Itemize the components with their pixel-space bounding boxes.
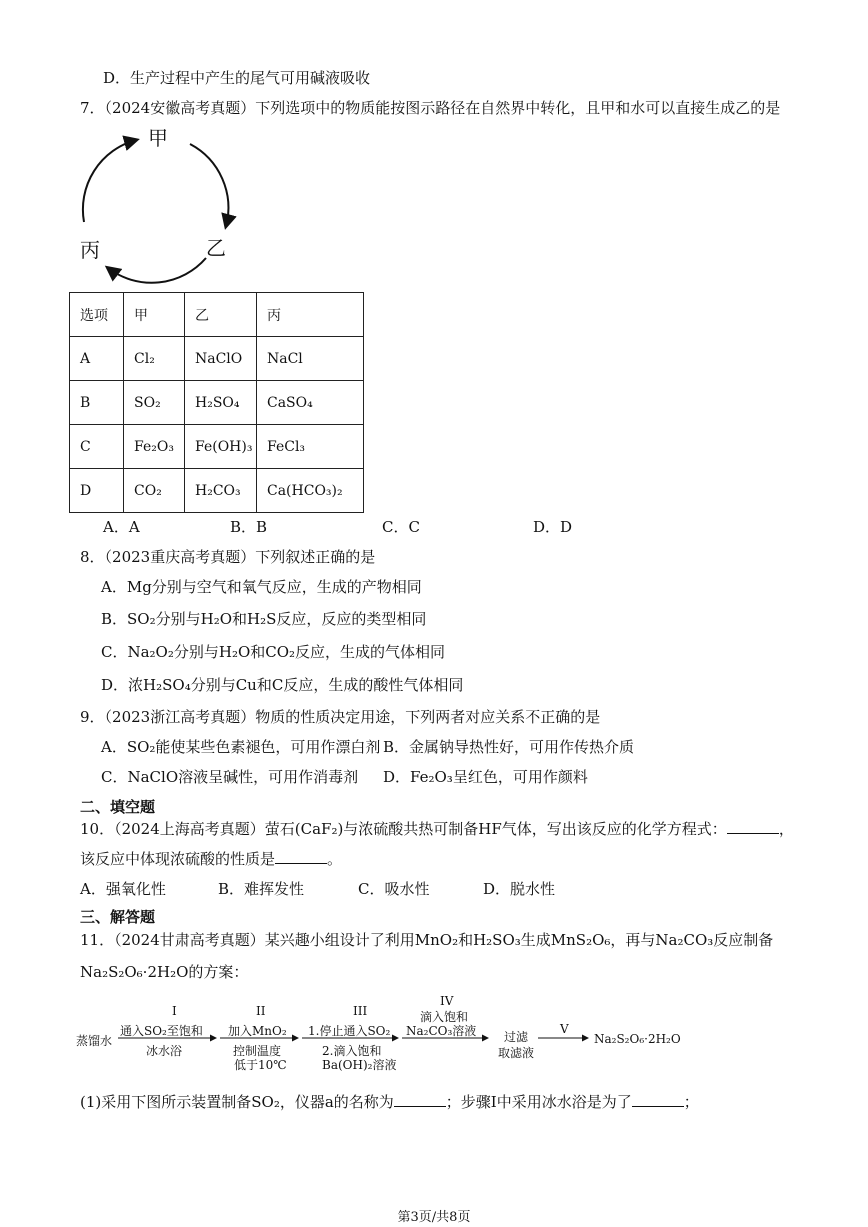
table-cell: H₂SO₄ <box>185 381 257 425</box>
q9-option-b: B．金属钠导热性好，可用作传热介质 <box>383 738 635 756</box>
flow-step1-top: 通入SO₂至饱和 <box>120 1024 203 1038</box>
q8-stem: 8．（2023重庆高考真题）下列叙述正确的是 <box>80 548 376 566</box>
q10-choice-a: A．强氧化性 <box>80 880 166 898</box>
table-cell: Fe(OH)₃ <box>185 425 257 469</box>
table-cell: Cl₂ <box>124 337 185 381</box>
q8-option-c: C．Na₂O₂分别与H₂O和CO₂反应，生成的气体相同 <box>101 643 446 661</box>
q7-choice-b: B．B <box>230 518 268 536</box>
process-flow-diagram <box>76 990 756 1070</box>
q7-choice-a: A．A <box>103 518 140 536</box>
flow-filter1: 过滤 <box>504 1030 529 1044</box>
q10-choice-b: B．难挥发性 <box>218 880 305 898</box>
cycle-label-jia: 甲 <box>148 126 168 150</box>
q7-stem: 7．（2024安徽高考真题）下列选项中的物质能按图示路径在自然界中转化，且甲和水可以直接生成乙的是 <box>80 99 781 117</box>
q10-choice-c: C．吸水性 <box>358 880 430 898</box>
cycle-label-bing: 丙 <box>80 238 100 262</box>
flow-filter2: 取滤液 <box>498 1046 535 1060</box>
q11-part1-text-a: (1)采用下图所示装置制备SO₂，仪器a的名称为 <box>80 1093 394 1111</box>
table-cell: Ca(HCO₃)₂ <box>257 469 364 513</box>
table-row <box>70 337 364 381</box>
q11-line2: Na₂S₂O₆·2H₂O的方案： <box>80 963 249 981</box>
arrow-yi-to-bing <box>108 258 206 283</box>
table-cell: Fe₂O₃ <box>124 425 185 469</box>
table-header: 乙 <box>185 293 257 337</box>
arrow-bing-to-jia <box>83 140 136 222</box>
cycle-diagram <box>70 122 240 292</box>
q11-line1: 11．（2024甘肃高考真题）某兴趣小组设计了利用MnO₂和H₂SO₃生成MnS₂O₆，再与Na₂CO₃反应制备 <box>80 931 774 949</box>
answer-blank[interactable] <box>394 1092 446 1107</box>
flow-step3-bottom2: Ba(OH)₂溶液 <box>322 1058 397 1072</box>
answer-blank[interactable] <box>632 1092 684 1107</box>
q10-line2-end: 。 <box>327 850 343 868</box>
flow-step2-bottom2: 低于10℃ <box>234 1058 287 1072</box>
flow-step4-top2: Na₂CO₃溶液 <box>406 1024 477 1038</box>
answer-blank[interactable] <box>727 819 779 834</box>
flow-step1-bottom: 冰水浴 <box>146 1044 183 1058</box>
flow-step3-bottom1: 2.滴入饱和 <box>322 1044 382 1058</box>
q8-option-d: D．浓H₂SO₄分别与Cu和C反应，生成的酸性气体相同 <box>101 676 464 694</box>
table-cell: FeCl₃ <box>257 425 364 469</box>
answer-blank[interactable] <box>275 849 327 864</box>
q11-part1-text-b: ；步骤I中采用冰水浴是为了 <box>445 1093 632 1111</box>
table-header: 选项 <box>70 293 124 337</box>
q10-line1-text: 10．（2024上海高考真题）萤石(CaF₂)与浓硫酸共热可制备HF气体，写出该反应的化学方程式： <box>80 820 727 838</box>
arrow-jia-to-yi <box>190 144 228 226</box>
flow-step2-top: 加入MnO₂ <box>228 1024 287 1038</box>
q6-option-d: D．生产过程中产生的尾气可用碱液吸收 <box>103 69 371 87</box>
flow-step2-bottom1: 控制温度 <box>233 1044 282 1058</box>
q11-part1-text-c: ； <box>683 1093 699 1111</box>
q8-option-a: A．Mg分别与空气和氧气反应，生成的产物相同 <box>101 578 422 596</box>
flow-step5-number: V <box>560 1022 569 1036</box>
table-cell: CO₂ <box>124 469 185 513</box>
table-header-row <box>70 293 364 337</box>
q7-choice-d: D．D <box>533 518 573 536</box>
flow-step2-number: II <box>256 1004 266 1018</box>
q10-line1-end: ， <box>778 820 794 838</box>
flow-step1-number: I <box>172 1004 177 1018</box>
table-row <box>70 381 364 425</box>
flow-step3-top: 1.停止通入SO₂ <box>308 1024 391 1038</box>
table-row <box>70 469 364 513</box>
table-cell: NaClO <box>185 337 257 381</box>
table-cell: CaSO₄ <box>257 381 364 425</box>
section-heading-fill: 二、填空题 <box>80 798 156 816</box>
q9-option-c: C．NaClO溶液呈碱性，可用作消毒剂 <box>101 768 359 786</box>
flow-start: 蒸馏水 <box>76 1034 113 1048</box>
section-heading-answer: 三、解答题 <box>80 908 156 926</box>
q9-option-d: D．Fe₂O₃呈红色，可用作颜料 <box>383 768 588 786</box>
flow-step3-number: III <box>353 1004 368 1018</box>
cycle-label-yi: 乙 <box>206 236 226 260</box>
q10-choice-d: D．脱水性 <box>483 880 556 898</box>
q10-line2-text: 该反应中体现浓硫酸的性质是 <box>80 850 276 868</box>
q7-choice-c: C．C <box>382 518 420 536</box>
q11-part1 <box>80 1091 699 1112</box>
page-footer: 第3页/共8页 <box>397 1210 471 1225</box>
table-cell: H₂CO₃ <box>185 469 257 513</box>
flow-step4-top1: 滴入饱和 <box>420 1010 469 1024</box>
q7-options-table <box>69 292 364 513</box>
flow-step4-number: IV <box>440 994 454 1008</box>
table-cell: C <box>70 425 124 469</box>
flow-end: Na₂S₂O₆·2H₂O <box>594 1032 681 1046</box>
table-header: 丙 <box>257 293 364 337</box>
q10-line2 <box>80 848 342 869</box>
table-row <box>70 425 364 469</box>
table-cell: SO₂ <box>124 381 185 425</box>
table-cell: A <box>70 337 124 381</box>
table-cell: D <box>70 469 124 513</box>
q9-stem: 9．（2023浙江高考真题）物质的性质决定用途，下列两者对应关系不正确的是 <box>80 708 601 726</box>
q8-option-b: B．SO₂分别与H₂O和H₂S反应，反应的类型相同 <box>101 610 427 628</box>
q10-line1 <box>80 818 794 839</box>
table-cell: NaCl <box>257 337 364 381</box>
q9-option-a: A．SO₂能使某些色素褪色，可用作漂白剂 <box>101 738 381 756</box>
table-header: 甲 <box>124 293 185 337</box>
table-cell: B <box>70 381 124 425</box>
